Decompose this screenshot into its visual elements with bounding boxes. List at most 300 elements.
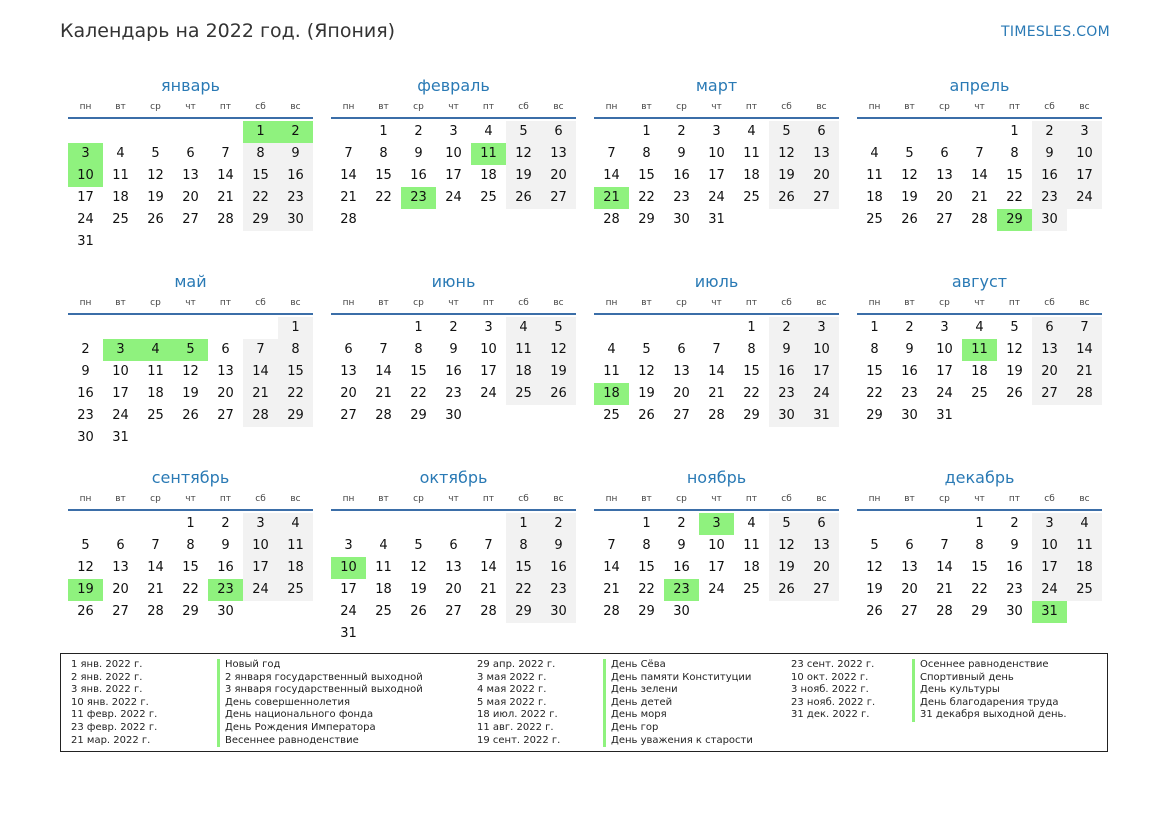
month-name: август xyxy=(951,272,1008,291)
weekday-label: вт xyxy=(378,102,389,112)
holiday-day-cell: 5 xyxy=(173,339,208,361)
day-cell: 31 xyxy=(112,430,129,445)
weekday-label: чт xyxy=(448,494,459,504)
empty-cell xyxy=(68,513,103,535)
day-cell: 22 xyxy=(506,579,541,601)
weekday-header xyxy=(68,97,313,119)
day-cell: 25 xyxy=(480,190,497,205)
day-cell: 8 xyxy=(1010,146,1019,161)
empty-cell xyxy=(138,317,173,339)
day-cell: 5 xyxy=(769,121,804,143)
legend-row: 2 января государственный выходной xyxy=(225,671,423,683)
weekday-header xyxy=(594,293,839,315)
day-cell: 27 xyxy=(340,408,357,423)
day-cell: 2 xyxy=(81,342,90,357)
weekday-header xyxy=(331,97,576,119)
day-cell: 1 xyxy=(414,320,423,335)
weekday-header xyxy=(594,489,839,511)
legend-names-col-1 xyxy=(217,659,423,747)
day-cell: 14 xyxy=(708,364,725,379)
day-cell: 15 xyxy=(971,560,988,575)
holiday-day-cell: 21 xyxy=(594,187,629,209)
day-cell: 25 xyxy=(506,383,541,405)
month-name: июнь xyxy=(431,272,476,291)
day-cell: 16 xyxy=(541,557,576,579)
day-cell: 1 xyxy=(870,320,879,335)
legend-row: День уважения к старости xyxy=(611,734,753,746)
month-name: апрель xyxy=(949,76,1010,95)
legend-row: 31 дек. 2022 г. xyxy=(791,709,870,721)
empty-cell xyxy=(208,121,243,143)
day-cell: 19 xyxy=(901,190,918,205)
day-cell: 10 xyxy=(804,339,839,361)
empty-cell xyxy=(962,121,997,143)
day-cell: 19 xyxy=(410,582,427,597)
weekday-label: сб xyxy=(255,494,266,504)
day-cell: 26 xyxy=(410,604,427,619)
month-block xyxy=(68,467,313,663)
day-cell: 9 xyxy=(677,146,686,161)
day-cell: 23 xyxy=(901,386,918,401)
weekday-label: вс xyxy=(553,494,564,504)
day-cell: 19 xyxy=(769,165,804,187)
day-cell: 17 xyxy=(708,168,725,183)
month-block xyxy=(331,75,576,271)
weekday-label: пн xyxy=(342,102,355,112)
day-cell: 12 xyxy=(147,168,164,183)
day-cell: 29 xyxy=(506,601,541,623)
day-cell: 15 xyxy=(638,560,655,575)
day-cell: 15 xyxy=(743,364,760,379)
day-cell: 27 xyxy=(804,187,839,209)
legend-dates-col-2 xyxy=(477,659,560,747)
day-cell: 25 xyxy=(112,212,129,227)
weekday-label: вс xyxy=(1079,494,1090,504)
day-cell: 15 xyxy=(182,560,199,575)
day-cell: 25 xyxy=(743,190,760,205)
weekday-label: сб xyxy=(781,298,792,308)
day-cell: 23 xyxy=(445,386,462,401)
day-cell: 16 xyxy=(673,168,690,183)
day-cell: 20 xyxy=(804,557,839,579)
day-cell: 21 xyxy=(936,582,953,597)
day-cell: 20 xyxy=(340,386,357,401)
weekday-label: ср xyxy=(939,102,950,112)
day-cell: 14 xyxy=(936,560,953,575)
day-cell: 15 xyxy=(410,364,427,379)
weekday-label: чт xyxy=(974,494,985,504)
weekday-label: пт xyxy=(482,102,495,112)
day-cell: 14 xyxy=(147,560,164,575)
day-cell: 4 xyxy=(975,320,984,335)
day-cell: 30 xyxy=(769,405,804,427)
day-cell: 17 xyxy=(936,364,953,379)
day-cell: 24 xyxy=(480,386,497,401)
empty-cell xyxy=(103,513,138,535)
day-cell: 16 xyxy=(410,168,427,183)
day-cell: 6 xyxy=(804,513,839,535)
empty-cell xyxy=(103,317,138,339)
day-cell: 20 xyxy=(901,582,918,597)
day-cell: 31 xyxy=(804,405,839,427)
day-cell: 17 xyxy=(708,560,725,575)
day-cell: 17 xyxy=(243,557,278,579)
day-cell: 26 xyxy=(147,212,164,227)
day-cell: 2 xyxy=(449,320,458,335)
weekday-label: вс xyxy=(816,102,827,112)
weekday-label: вс xyxy=(553,298,564,308)
weekday-label: вт xyxy=(115,298,126,308)
day-cell: 15 xyxy=(638,168,655,183)
weekday-header xyxy=(68,293,313,315)
weekday-label: ср xyxy=(939,494,950,504)
day-cell: 26 xyxy=(77,604,94,619)
day-cell: 2 xyxy=(769,317,804,339)
day-cell: 26 xyxy=(506,187,541,209)
day-cell: 5 xyxy=(905,146,914,161)
weekday-label: вт xyxy=(641,298,652,308)
legend-row: День благодарения труда xyxy=(920,696,1059,708)
weekday-label: сб xyxy=(1044,102,1055,112)
weekday-label: пт xyxy=(1008,102,1021,112)
weekday-label: сб xyxy=(255,102,266,112)
weekday-label: ср xyxy=(150,298,161,308)
day-cell: 2 xyxy=(1032,121,1067,143)
legend-row: Новый год xyxy=(225,659,281,670)
legend-row: 23 нояб. 2022 г. xyxy=(791,696,876,708)
day-cell: 27 xyxy=(182,212,199,227)
legend-names-col-2 xyxy=(603,659,753,747)
day-cell: 26 xyxy=(1006,386,1023,401)
day-grid xyxy=(857,513,1102,623)
weekday-label: пн xyxy=(79,102,92,112)
day-cell: 13 xyxy=(804,535,839,557)
day-cell: 6 xyxy=(541,121,576,143)
day-cell: 7 xyxy=(484,538,493,553)
day-cell: 2 xyxy=(541,513,576,535)
day-cell: 19 xyxy=(769,557,804,579)
day-cell: 13 xyxy=(673,364,690,379)
day-cell: 26 xyxy=(769,579,804,601)
weekday-label: вс xyxy=(553,102,564,112)
day-cell: 20 xyxy=(112,582,129,597)
holiday-day-cell: 3 xyxy=(103,339,138,361)
empty-cell xyxy=(927,513,962,535)
day-cell: 31 xyxy=(708,212,725,227)
day-cell: 12 xyxy=(77,560,94,575)
day-grid xyxy=(857,121,1102,231)
day-cell: 16 xyxy=(1006,560,1023,575)
weekday-label: вт xyxy=(641,102,652,112)
day-cell: 23 xyxy=(1032,187,1067,209)
page-title: Календарь на 2022 год. (Япония) xyxy=(60,20,396,42)
legend-row: 19 сент. 2022 г. xyxy=(477,734,561,746)
day-cell: 6 xyxy=(940,146,949,161)
holiday-day-cell: 19 xyxy=(68,579,103,601)
day-cell: 13 xyxy=(541,143,576,165)
day-cell: 3 xyxy=(243,513,278,535)
empty-cell xyxy=(366,317,401,339)
day-cell: 13 xyxy=(936,168,953,183)
day-cell: 17 xyxy=(480,364,497,379)
day-cell: 12 xyxy=(769,143,804,165)
day-cell: 9 xyxy=(905,342,914,357)
weekday-label: ср xyxy=(413,102,424,112)
day-cell: 19 xyxy=(147,190,164,205)
day-cell: 10 xyxy=(480,342,497,357)
day-cell: 15 xyxy=(1006,168,1023,183)
day-cell: 14 xyxy=(971,168,988,183)
legend-row: 31 декабря выходной день. xyxy=(920,709,1067,721)
day-cell: 15 xyxy=(243,165,278,187)
weekday-header xyxy=(331,489,576,511)
day-cell: 28 xyxy=(147,604,164,619)
day-cell: 9 xyxy=(414,146,423,161)
day-cell: 3 xyxy=(1067,121,1102,143)
day-cell: 16 xyxy=(445,364,462,379)
day-cell: 30 xyxy=(1032,209,1067,231)
weekday-label: вт xyxy=(904,494,915,504)
day-cell: 23 xyxy=(769,383,804,405)
day-cell: 6 xyxy=(186,146,195,161)
holiday-day-cell: 31 xyxy=(1032,601,1067,623)
day-cell: 7 xyxy=(1067,317,1102,339)
day-cell: 29 xyxy=(743,408,760,423)
weekday-label: пн xyxy=(342,494,355,504)
weekday-label: вс xyxy=(1079,102,1090,112)
day-cell: 26 xyxy=(182,408,199,423)
day-cell: 1 xyxy=(278,317,313,339)
weekday-label: пт xyxy=(482,298,495,308)
day-cell: 27 xyxy=(445,604,462,619)
day-grid xyxy=(331,317,576,427)
weekday-label: пн xyxy=(605,298,618,308)
day-cell: 10 xyxy=(936,342,953,357)
day-cell: 31 xyxy=(936,408,953,423)
day-cell: 6 xyxy=(449,538,458,553)
day-cell: 12 xyxy=(901,168,918,183)
weekday-header xyxy=(594,97,839,119)
day-cell: 8 xyxy=(243,143,278,165)
day-cell: 1 xyxy=(642,124,651,139)
day-cell: 29 xyxy=(410,408,427,423)
day-cell: 12 xyxy=(541,339,576,361)
day-cell: 11 xyxy=(506,339,541,361)
empty-cell xyxy=(927,121,962,143)
day-cell: 18 xyxy=(971,364,988,379)
empty-cell xyxy=(173,121,208,143)
day-cell: 4 xyxy=(506,317,541,339)
day-cell: 27 xyxy=(804,579,839,601)
day-cell: 2 xyxy=(905,320,914,335)
day-cell: 24 xyxy=(243,579,278,601)
day-cell: 28 xyxy=(936,604,953,619)
day-cell: 13 xyxy=(901,560,918,575)
day-cell: 21 xyxy=(480,582,497,597)
day-cell: 30 xyxy=(1006,604,1023,619)
day-cell: 2 xyxy=(1010,516,1019,531)
weekday-label: пт xyxy=(745,102,758,112)
day-cell: 23 xyxy=(278,187,313,209)
legend-row: 3 нояб. 2022 г. xyxy=(791,684,869,696)
empty-cell xyxy=(857,513,892,535)
weekday-label: пт xyxy=(745,298,758,308)
weekday-label: вт xyxy=(115,102,126,112)
holiday-day-cell: 3 xyxy=(68,143,103,165)
month-name: сентябрь xyxy=(151,468,230,487)
weekday-label: вт xyxy=(378,298,389,308)
empty-cell xyxy=(629,317,664,339)
day-cell: 9 xyxy=(769,339,804,361)
day-cell: 21 xyxy=(375,386,392,401)
day-cell: 4 xyxy=(1067,513,1102,535)
day-cell: 4 xyxy=(278,513,313,535)
day-cell: 28 xyxy=(243,405,278,427)
day-cell: 7 xyxy=(151,538,160,553)
month-name: март xyxy=(695,76,738,95)
day-cell: 19 xyxy=(638,386,655,401)
day-cell: 21 xyxy=(708,386,725,401)
weekday-label: сб xyxy=(255,298,266,308)
day-cell: 27 xyxy=(112,604,129,619)
day-cell: 16 xyxy=(77,386,94,401)
day-cell: 17 xyxy=(112,386,129,401)
holiday-day-cell: 4 xyxy=(138,339,173,361)
day-cell: 25 xyxy=(743,582,760,597)
holiday-day-cell: 23 xyxy=(208,579,243,601)
day-cell: 22 xyxy=(410,386,427,401)
day-cell: 5 xyxy=(81,538,90,553)
day-cell: 2 xyxy=(414,124,423,139)
weekday-label: вт xyxy=(904,102,915,112)
day-cell: 10 xyxy=(445,146,462,161)
month-block xyxy=(857,75,1102,271)
day-cell: 11 xyxy=(743,146,760,161)
day-cell: 29 xyxy=(638,604,655,619)
brand-link[interactable]: TIMESLES.COM xyxy=(1001,24,1110,40)
day-cell: 5 xyxy=(151,146,160,161)
empty-cell xyxy=(331,513,366,535)
day-cell: 22 xyxy=(278,383,313,405)
empty-cell xyxy=(331,317,366,339)
day-cell: 1 xyxy=(747,320,756,335)
month-name: ноябрь xyxy=(686,468,747,487)
day-cell: 14 xyxy=(603,560,620,575)
weekday-label: пт xyxy=(482,494,495,504)
day-cell: 16 xyxy=(673,560,690,575)
day-cell: 1 xyxy=(1010,124,1019,139)
day-cell: 9 xyxy=(1010,538,1019,553)
day-cell: 11 xyxy=(603,364,620,379)
day-cell: 27 xyxy=(1032,383,1067,405)
weekday-label: вт xyxy=(378,494,389,504)
day-cell: 7 xyxy=(607,538,616,553)
day-cell: 20 xyxy=(673,386,690,401)
day-cell: 28 xyxy=(971,212,988,227)
empty-cell xyxy=(699,317,734,339)
weekday-header xyxy=(331,293,576,315)
day-cell: 14 xyxy=(243,361,278,383)
weekday-label: сб xyxy=(518,102,529,112)
weekday-label: вс xyxy=(290,102,301,112)
months-grid xyxy=(68,75,1102,663)
empty-cell xyxy=(138,513,173,535)
weekday-label: вс xyxy=(290,494,301,504)
day-grid xyxy=(331,121,576,231)
month-block xyxy=(68,75,313,271)
day-cell: 29 xyxy=(971,604,988,619)
day-cell: 1 xyxy=(379,124,388,139)
day-cell: 28 xyxy=(603,604,620,619)
day-cell: 21 xyxy=(147,582,164,597)
day-cell: 10 xyxy=(1032,535,1067,557)
day-cell: 1 xyxy=(642,516,651,531)
weekday-label: вс xyxy=(290,298,301,308)
day-cell: 31 xyxy=(77,234,94,249)
weekday-label: пн xyxy=(605,494,618,504)
day-cell: 10 xyxy=(112,364,129,379)
legend-dates-col-1 xyxy=(71,659,157,747)
legend-names-col-3 xyxy=(912,659,1067,722)
weekday-label: чт xyxy=(448,102,459,112)
weekday-label: чт xyxy=(448,298,459,308)
day-cell: 28 xyxy=(708,408,725,423)
legend-row: День детей xyxy=(611,696,673,708)
empty-cell xyxy=(594,317,629,339)
day-cell: 9 xyxy=(221,538,230,553)
day-cell: 22 xyxy=(1006,190,1023,205)
empty-cell xyxy=(103,121,138,143)
day-cell: 8 xyxy=(278,339,313,361)
day-cell: 20 xyxy=(541,165,576,187)
month-block xyxy=(594,271,839,467)
day-cell: 19 xyxy=(1006,364,1023,379)
legend-row: День национального фонда xyxy=(225,709,374,721)
day-cell: 18 xyxy=(375,582,392,597)
weekday-label: ср xyxy=(676,102,687,112)
legend-row: Весеннее равноденствие xyxy=(225,734,359,746)
day-cell: 8 xyxy=(642,146,651,161)
day-cell: 21 xyxy=(217,190,234,205)
day-grid xyxy=(594,121,839,231)
day-cell: 23 xyxy=(673,190,690,205)
day-cell: 22 xyxy=(182,582,199,597)
day-cell: 25 xyxy=(971,386,988,401)
day-cell: 6 xyxy=(344,342,353,357)
weekday-label: вс xyxy=(816,494,827,504)
empty-cell xyxy=(401,513,436,535)
day-cell: 7 xyxy=(712,342,721,357)
empty-cell xyxy=(664,317,699,339)
weekday-label: пт xyxy=(1008,494,1021,504)
day-cell: 24 xyxy=(1032,579,1067,601)
day-cell: 12 xyxy=(638,364,655,379)
legend-row: Осеннее равноденствие xyxy=(920,659,1049,670)
month-name: май xyxy=(174,272,207,291)
day-cell: 6 xyxy=(804,121,839,143)
month-block xyxy=(331,467,576,663)
empty-cell xyxy=(331,121,366,143)
day-cell: 22 xyxy=(866,386,883,401)
day-cell: 16 xyxy=(1032,165,1067,187)
month-name: февраль xyxy=(417,76,490,95)
day-cell: 7 xyxy=(940,538,949,553)
legend-row: 3 января государственный выходной xyxy=(225,684,423,696)
legend-dates-col-3 xyxy=(791,659,875,722)
weekday-label: пн xyxy=(79,298,92,308)
day-cell: 30 xyxy=(541,601,576,623)
empty-cell xyxy=(857,121,892,143)
